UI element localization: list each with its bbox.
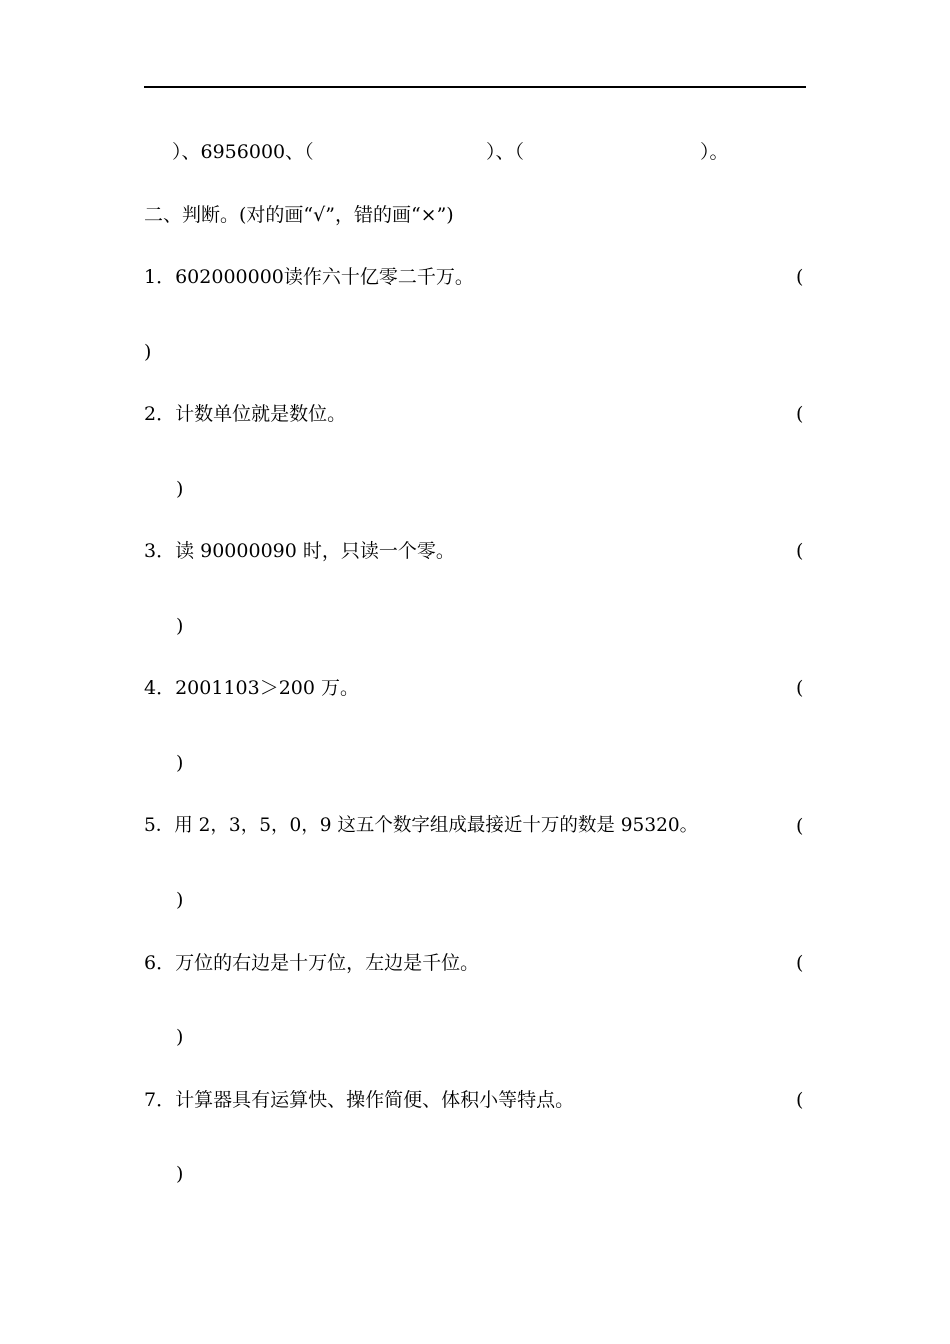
question-number: 2． bbox=[144, 403, 176, 425]
question-text: 读 90000090 时，只读一个零。 bbox=[175, 540, 455, 562]
answer-open-paren: ( bbox=[796, 266, 804, 288]
fill-line-part3: ）。 bbox=[700, 141, 729, 163]
question-6 bbox=[144, 951, 479, 975]
question-5 bbox=[144, 814, 698, 838]
question-4 bbox=[144, 676, 359, 700]
answer-close-paren: ) bbox=[176, 752, 184, 774]
question-2 bbox=[144, 402, 346, 426]
question-text: 万位的右边是十万位，左边是千位。 bbox=[175, 952, 480, 974]
answer-open-paren: ( bbox=[796, 815, 804, 837]
question-number: 5． bbox=[144, 815, 175, 836]
answer-close-paren: ) bbox=[176, 889, 184, 911]
question-number: 3． bbox=[144, 540, 176, 562]
answer-open-paren: ( bbox=[796, 540, 804, 562]
question-text: 用 2，3，5，0，9 这五个数字组成最接近十万的数是 95320。 bbox=[174, 815, 699, 836]
answer-open-paren: ( bbox=[796, 952, 804, 974]
answer-close-paren: ) bbox=[144, 341, 152, 363]
answer-close-paren: ) bbox=[176, 615, 184, 637]
question-number: 6． bbox=[144, 952, 176, 974]
question-number: 7． bbox=[144, 1089, 176, 1111]
fill-line-part1: ）、6956000、（ bbox=[172, 141, 314, 163]
section-heading: 二、判断。(对的画“√”，错的画“×”) bbox=[144, 204, 454, 226]
question-text: 计数单位就是数位。 bbox=[175, 403, 347, 425]
question-text: 2001103＞200 万。 bbox=[175, 677, 360, 699]
question-7 bbox=[144, 1088, 574, 1112]
question-text: 计算器具有运算快、操作简便、体积小等特点。 bbox=[175, 1089, 575, 1111]
fill-line-part2: ）、（ bbox=[486, 141, 525, 163]
answer-open-paren: ( bbox=[796, 403, 804, 425]
question-3 bbox=[144, 539, 455, 563]
answer-close-paren: ) bbox=[176, 1026, 184, 1048]
question-number: 1． bbox=[144, 266, 176, 288]
answer-open-paren: ( bbox=[796, 1089, 804, 1111]
answer-close-paren: ) bbox=[176, 478, 184, 500]
question-number: 4． bbox=[144, 677, 176, 699]
question-1 bbox=[144, 265, 474, 289]
answer-open-paren: ( bbox=[796, 677, 804, 699]
answer-close-paren: ) bbox=[176, 1163, 184, 1185]
question-text: 602000000读作六十亿零二千万。 bbox=[175, 266, 474, 288]
header-rule bbox=[144, 86, 806, 88]
